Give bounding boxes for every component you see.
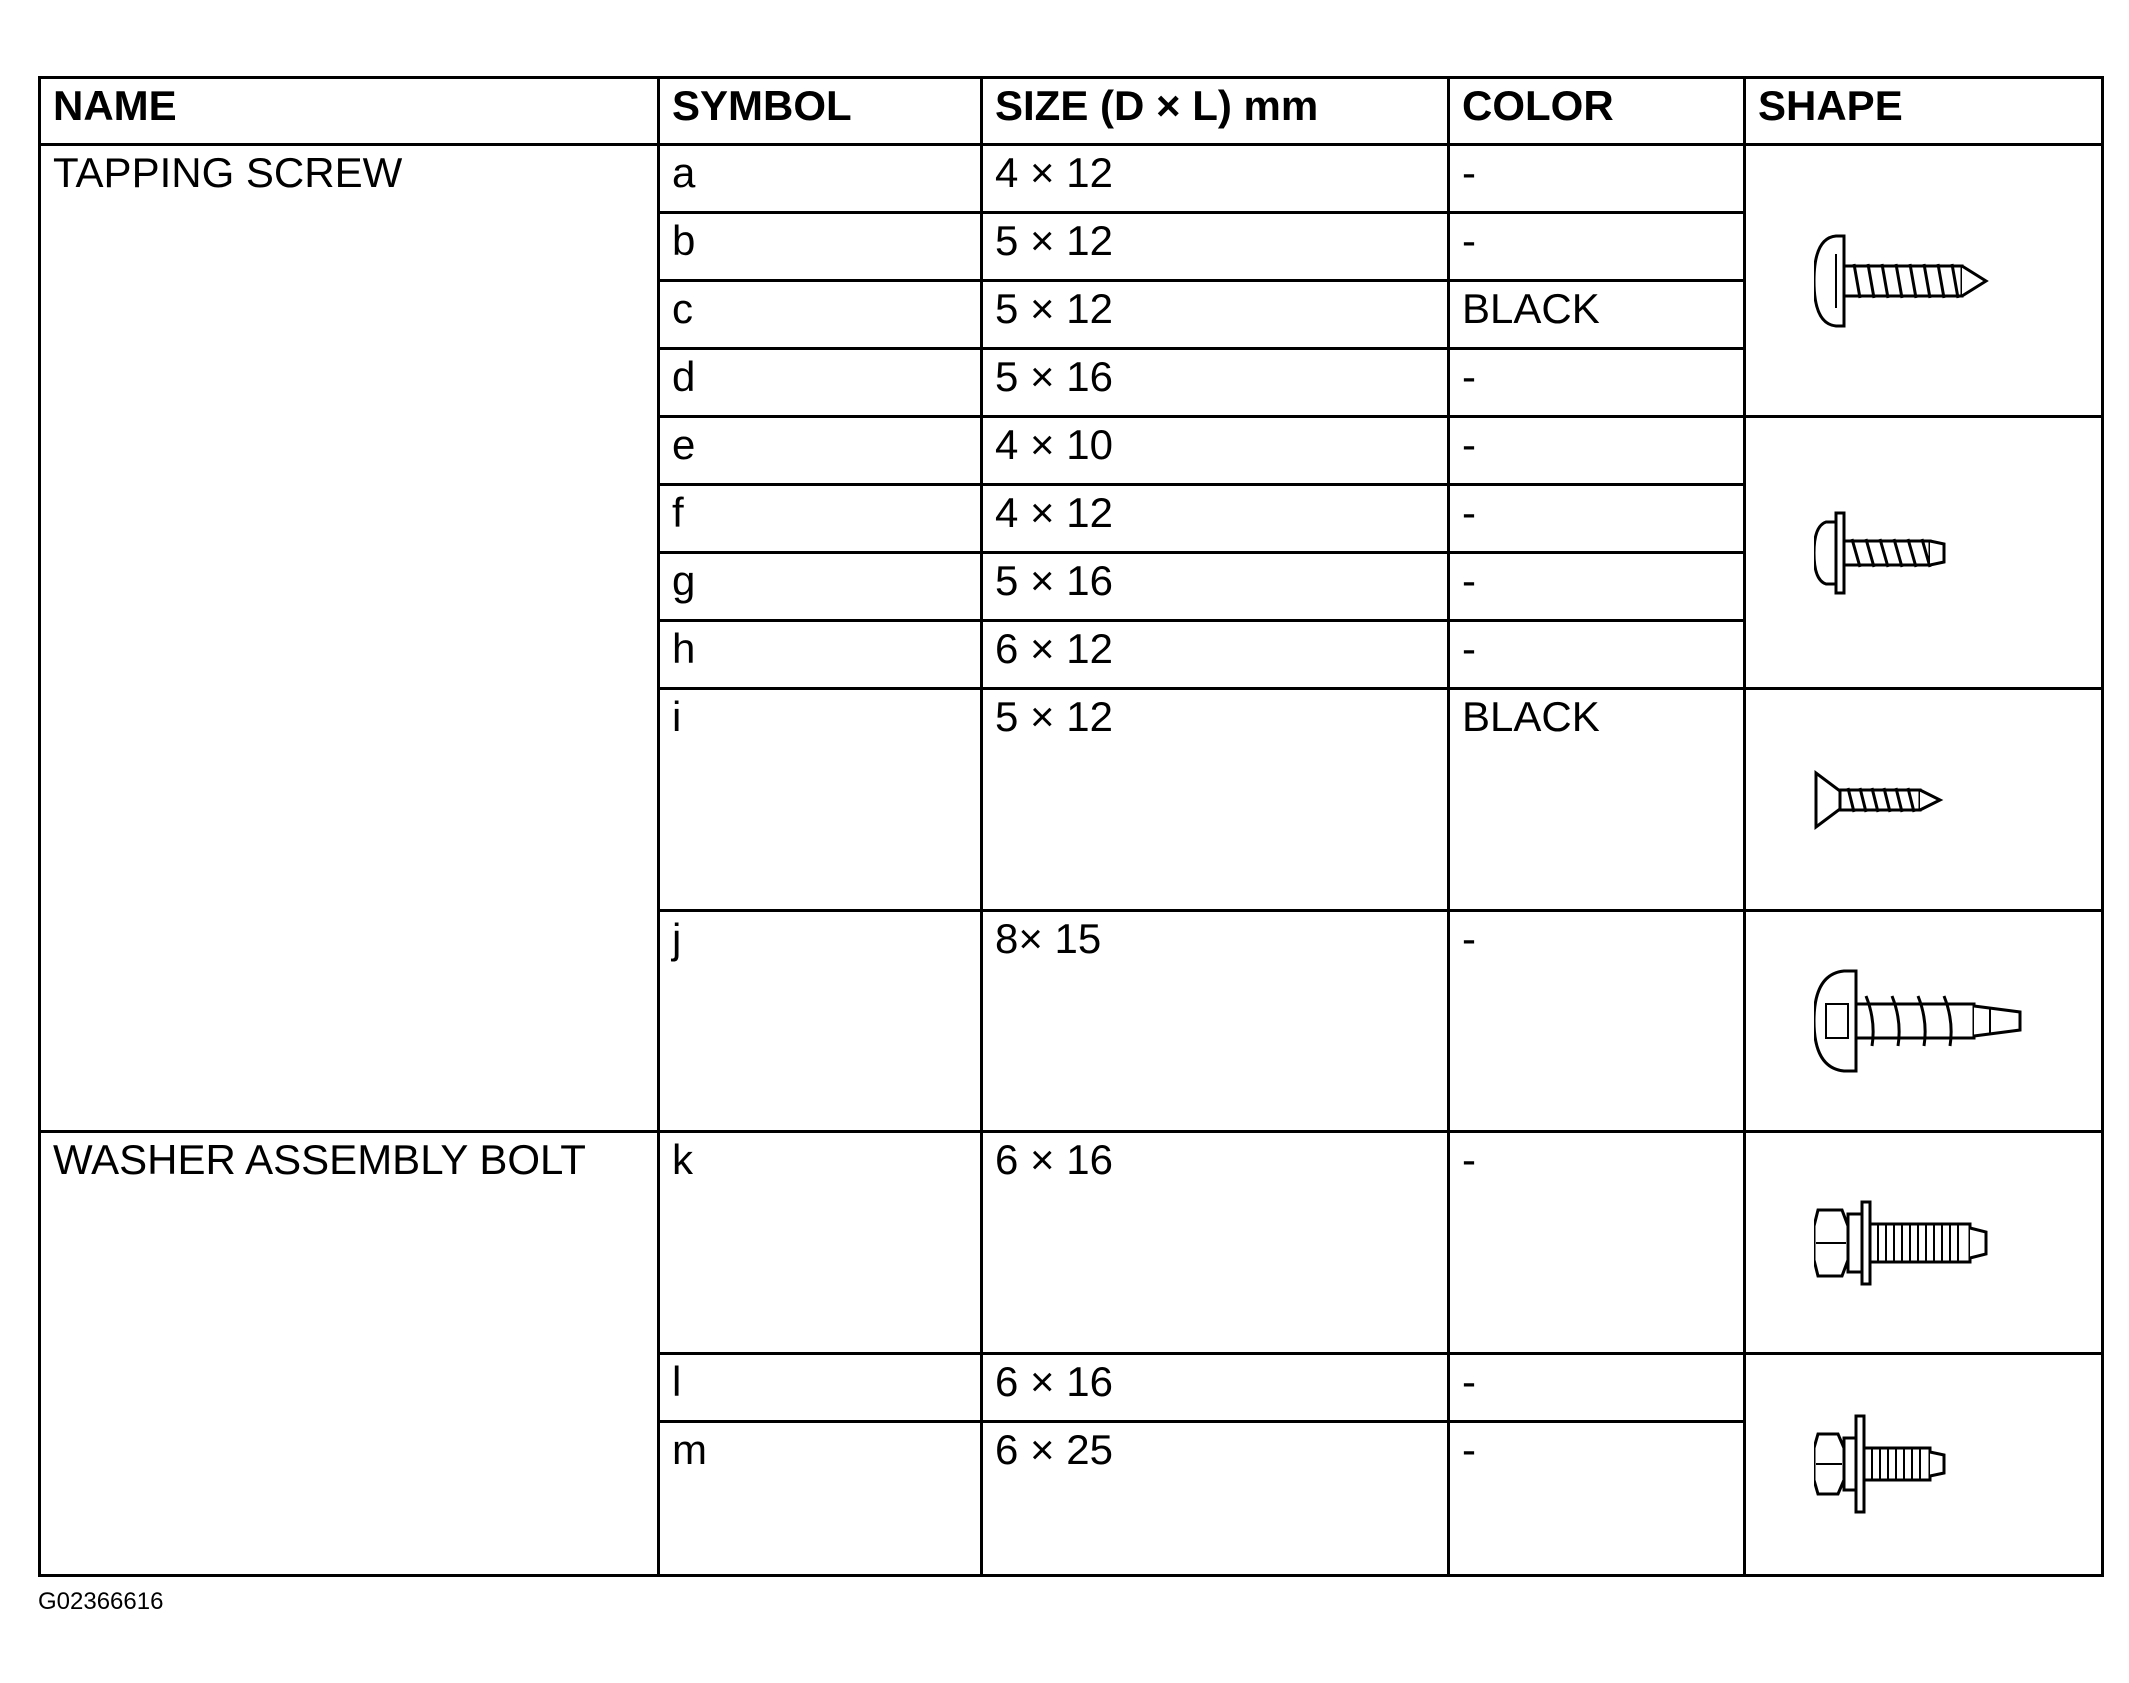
shape-cell-j	[1745, 911, 2103, 1132]
symbol-cell: k	[659, 1132, 982, 1354]
size-cell: 4 × 12	[982, 145, 1449, 213]
hex-washer-bolt-icon	[1814, 1198, 1994, 1288]
color-cell: -	[1449, 621, 1745, 689]
size-cell: 5 × 16	[982, 553, 1449, 621]
color-cell: -	[1449, 553, 1745, 621]
symbol-cell: g	[659, 553, 982, 621]
color-cell: -	[1449, 485, 1745, 553]
symbol-cell: f	[659, 485, 982, 553]
size-cell: 4 × 12	[982, 485, 1449, 553]
color-cell: -	[1449, 1422, 1745, 1576]
size-cell: 5 × 12	[982, 213, 1449, 281]
color-cell: -	[1449, 145, 1745, 213]
color-cell: -	[1449, 417, 1745, 485]
symbol-cell: a	[659, 145, 982, 213]
figure-id: G02366616	[38, 1588, 164, 1615]
size-cell: 5 × 16	[982, 349, 1449, 417]
group-name-tapping-screw: TAPPING SCREW	[40, 145, 659, 1132]
size-cell: 6 × 16	[982, 1132, 1449, 1354]
header-color: COLOR	[1449, 78, 1745, 145]
group-name-washer-assembly-bolt: WASHER ASSEMBLY BOLT	[40, 1132, 659, 1576]
symbol-cell: d	[659, 349, 982, 417]
shape-cell-i	[1745, 689, 2103, 911]
symbol-cell: m	[659, 1422, 982, 1576]
shape-cell-a-d	[1745, 145, 2103, 417]
size-cell: 6 × 25	[982, 1422, 1449, 1576]
color-cell: -	[1449, 911, 1745, 1132]
truss-head-tapping-screw-icon	[1814, 226, 1994, 336]
large-button-head-tapping-screw-icon	[1814, 966, 2024, 1076]
header-name: NAME	[40, 78, 659, 145]
symbol-cell: h	[659, 621, 982, 689]
table-row	[40, 1132, 2103, 1354]
size-cell: 6 × 16	[982, 1354, 1449, 1422]
size-cell: 5 × 12	[982, 281, 1449, 349]
color-cell: -	[1449, 213, 1745, 281]
symbol-cell: c	[659, 281, 982, 349]
size-cell: 6 × 12	[982, 621, 1449, 689]
countersunk-tapping-screw-icon	[1814, 765, 1944, 835]
symbol-cell: j	[659, 911, 982, 1132]
flange-head-tapping-screw-icon	[1814, 508, 1954, 598]
shape-cell-l-m	[1745, 1354, 2103, 1576]
color-cell: -	[1449, 1354, 1745, 1422]
header-size: SIZE (D × L) mm	[982, 78, 1449, 145]
fastener-table	[38, 76, 2104, 1577]
color-cell: -	[1449, 349, 1745, 417]
header-shape: SHAPE	[1745, 78, 2103, 145]
symbol-cell: e	[659, 417, 982, 485]
size-cell: 4 × 10	[982, 417, 1449, 485]
shape-cell-e-h	[1745, 417, 2103, 689]
size-cell: 8× 15	[982, 911, 1449, 1132]
size-cell: 5 × 12	[982, 689, 1449, 911]
shape-cell-k	[1745, 1132, 2103, 1354]
color-cell: BLACK	[1449, 281, 1745, 349]
symbol-cell: b	[659, 213, 982, 281]
table-row	[40, 145, 2103, 213]
symbol-cell: i	[659, 689, 982, 911]
symbol-cell: l	[659, 1354, 982, 1422]
color-cell: BLACK	[1449, 689, 1745, 911]
small-hex-washer-bolt-icon	[1814, 1412, 1954, 1517]
header-row	[40, 78, 2103, 145]
header-symbol: SYMBOL	[659, 78, 982, 145]
color-cell: -	[1449, 1132, 1745, 1354]
